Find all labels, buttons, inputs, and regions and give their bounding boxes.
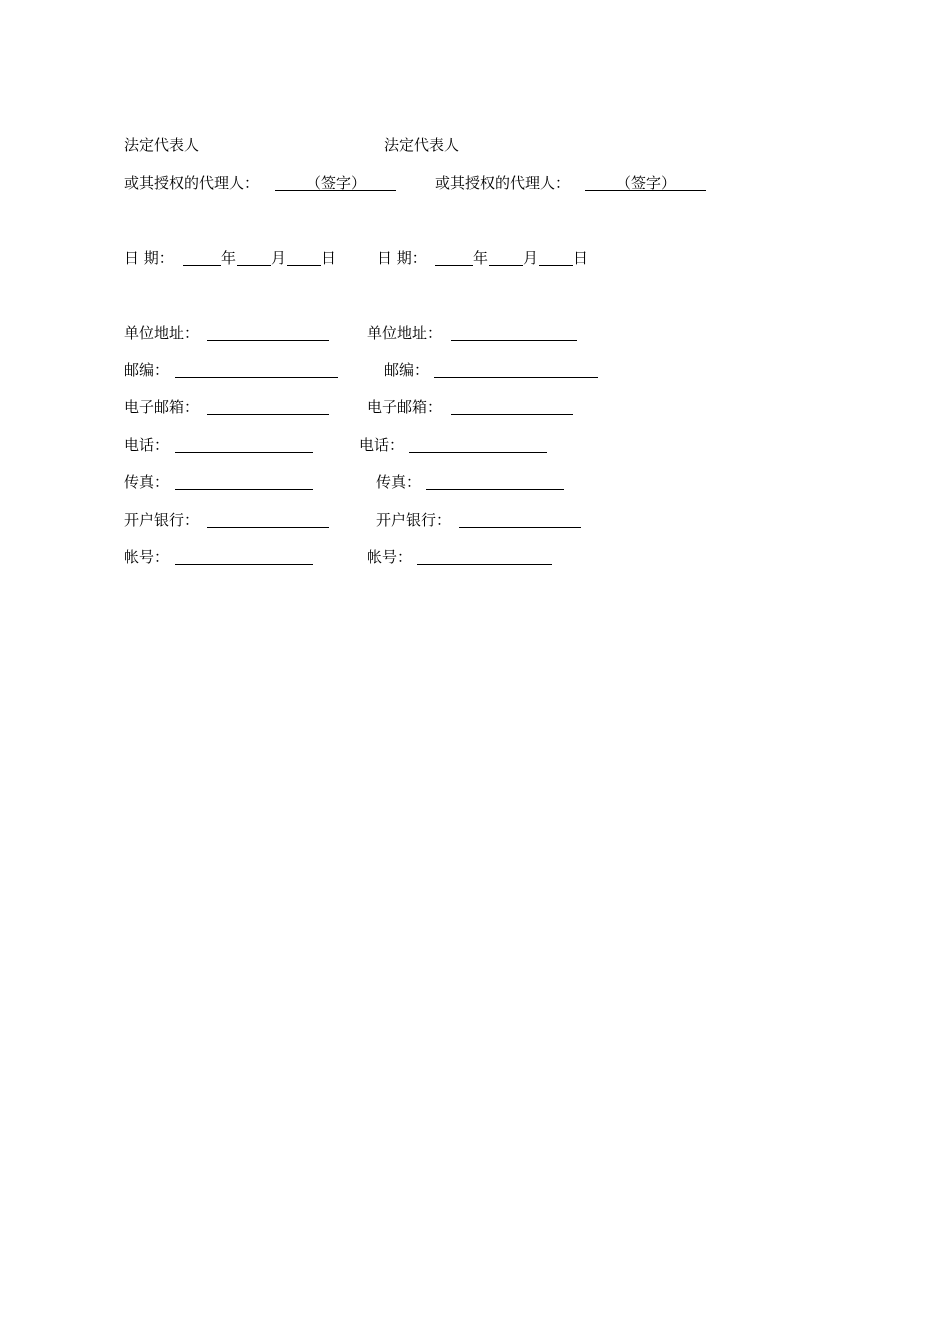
right-address-field[interactable] (451, 340, 577, 341)
left-fax-label: 传真： (124, 473, 170, 491)
left-account-field[interactable] (175, 564, 313, 565)
left-date-label: 日 期： (124, 249, 174, 267)
left-address-label: 单位地址： (124, 324, 200, 342)
right-agent-label: 或其授权的代理人： (435, 174, 571, 192)
left-month-unit: 月 (271, 249, 287, 267)
left-address-field[interactable] (207, 340, 329, 341)
left-year-unit: 年 (221, 249, 237, 267)
right-email-field[interactable] (451, 414, 573, 415)
right-month-unit: 月 (523, 249, 539, 267)
right-day-unit: 日 (573, 249, 589, 267)
right-date-label: 日 期： (377, 249, 427, 267)
right-account-label: 帐号： (367, 548, 413, 566)
left-bank-field[interactable] (207, 527, 329, 528)
right-bank-field[interactable] (459, 527, 581, 528)
right-signature-note: （签字） (616, 174, 677, 192)
left-email-label: 电子邮箱： (124, 398, 200, 416)
left-month-field[interactable] (237, 265, 271, 266)
left-phone-field[interactable] (175, 452, 313, 453)
right-day-field[interactable] (539, 265, 573, 266)
right-month-field[interactable] (489, 265, 523, 266)
left-bank-label: 开户银行： (124, 511, 200, 529)
left-postcode-label: 邮编： (124, 361, 170, 379)
left-signature-note: （签字） (306, 174, 367, 192)
right-fax-field[interactable] (426, 489, 564, 490)
left-agent-label: 或其授权的代理人： (124, 174, 260, 192)
right-postcode-field[interactable] (434, 377, 598, 378)
left-email-field[interactable] (207, 414, 329, 415)
right-fax-label: 传真： (376, 473, 422, 491)
right-phone-field[interactable] (409, 452, 547, 453)
right-phone-label: 电话： (359, 436, 405, 454)
left-day-unit: 日 (321, 249, 337, 267)
right-year-unit: 年 (473, 249, 489, 267)
right-account-field[interactable] (417, 564, 552, 565)
left-phone-label: 电话： (124, 436, 170, 454)
right-email-label: 电子邮箱： (367, 398, 443, 416)
left-year-field[interactable] (183, 265, 221, 266)
left-day-field[interactable] (287, 265, 321, 266)
right-bank-label: 开户银行： (376, 511, 452, 529)
left-fax-field[interactable] (175, 489, 313, 490)
right-representative-label: 法定代表人 (384, 136, 460, 154)
left-representative-label: 法定代表人 (124, 136, 200, 154)
right-year-field[interactable] (435, 265, 473, 266)
left-postcode-field[interactable] (175, 377, 338, 378)
right-address-label: 单位地址： (367, 324, 443, 342)
left-account-label: 帐号： (124, 548, 170, 566)
right-postcode-label: 邮编： (384, 361, 430, 379)
